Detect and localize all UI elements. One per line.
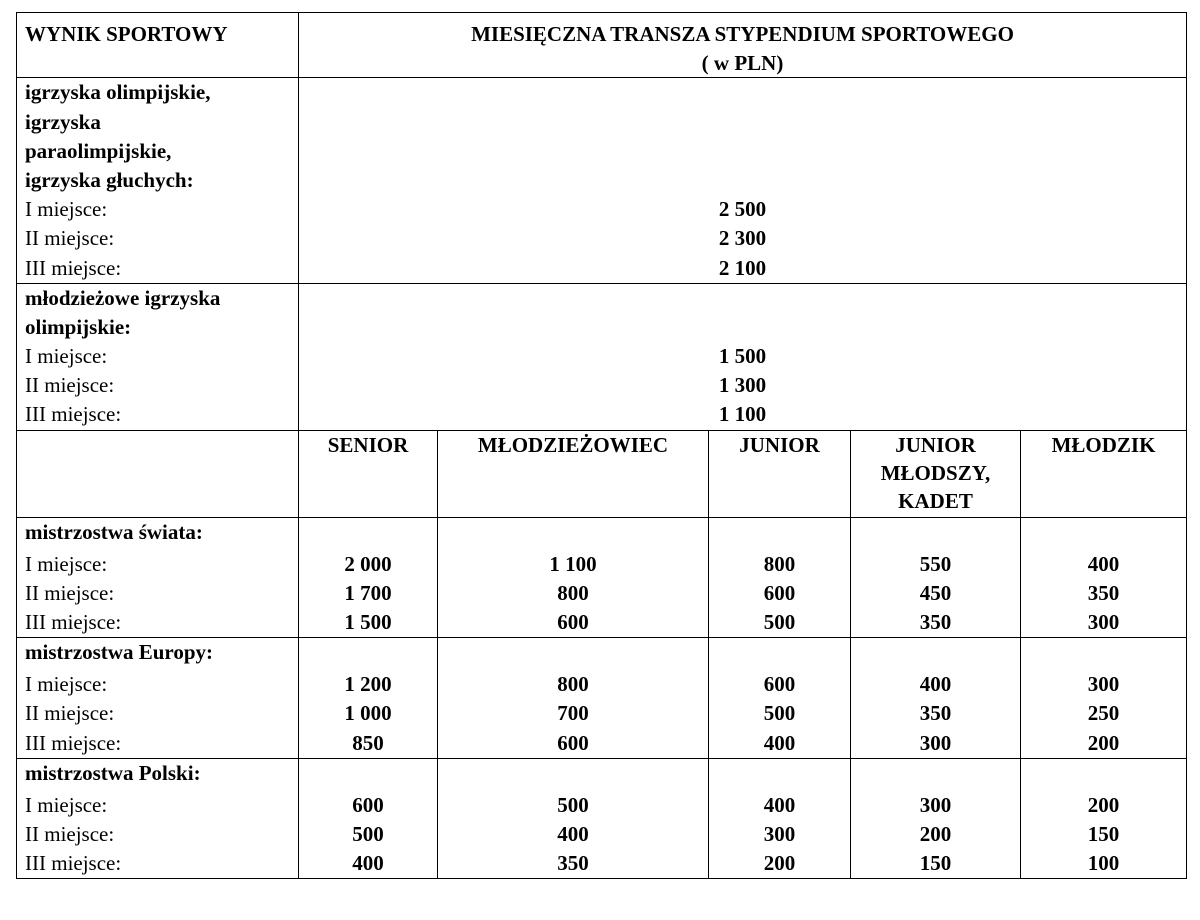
amount-value: 550 [919,551,952,576]
championship-values-cell [438,758,709,879]
age-category-header [299,430,438,517]
place-label: III miejsce: [25,402,122,427]
amount-value: 850 [352,730,384,755]
empty-line [307,137,1178,166]
championship-values-cell [851,758,1021,879]
amount-value: 300 [919,792,952,817]
place-label: II miejsce: [25,580,115,605]
olympic-games-title-line: igrzyska olimpijskie, [25,80,211,105]
empty-line [307,759,429,791]
amount-value: 300 [763,821,796,846]
amount-value: 800 [763,551,796,576]
amount-value: 2 000 [344,551,392,576]
amount-value: 400 [352,851,384,876]
amount-value: 600 [557,610,589,634]
amount-value: 100 [1087,851,1120,876]
empty-line [446,759,700,791]
championship-values-cell [709,638,851,759]
empty-line [307,108,1178,137]
amount-value: 300 [919,730,952,755]
empty-line [859,638,1012,670]
championship-values-cell [1021,758,1187,879]
amount-value: 400 [763,792,796,817]
championship-values-cell [709,758,851,879]
championship-title: mistrzostwa Polski: [25,760,201,785]
championship-label-cell [17,517,299,638]
amount-value: 1 500 [344,610,392,634]
age-category-header [1021,430,1187,517]
empty-line [1029,638,1178,670]
amount-value: 300 [1087,672,1120,697]
empty-line [307,78,1178,107]
championship-title: mistrzostwa Europy: [25,640,214,665]
championship-values-cell [299,758,438,879]
amount-value: 350 [919,610,952,634]
amount-value: 600 [763,580,796,605]
empty-line [859,759,1012,791]
amount-value: 600 [557,730,589,755]
amount-value: 2 100 [718,255,767,280]
age-category-label: JUNIOR [895,432,976,457]
amount-value: 1 500 [718,344,767,369]
place-label: I miejsce: [25,672,108,697]
amount-value: 400 [763,730,796,755]
place-label: I miejsce: [25,344,108,369]
youth-olympic-games-amount-cell [299,283,1187,430]
empty-line [1029,518,1178,550]
place-label: II miejsce: [25,226,115,251]
olympic-games-title-line: igrzyska głuchych: [25,167,194,192]
amount-value: 250 [1087,701,1120,726]
place-label: I miejsce: [25,792,108,817]
empty-line [307,313,1178,342]
place-label: II miejsce: [25,701,115,726]
place-label: II miejsce: [25,373,115,398]
age-category-label: MŁODZIK [1051,432,1156,457]
age-header-empty-cell [17,430,299,517]
place-label: III miejsce: [25,610,122,634]
age-category-label: MŁODZIEŻOWIEC [477,432,669,457]
youth-olympic-games-section [17,283,1187,430]
olympic-games-title-line: igrzyska [25,109,101,134]
championship-values-cell [299,638,438,759]
amount-value: 200 [1087,730,1120,755]
place-label: III miejsce: [25,851,122,876]
amount-value: 1 100 [718,402,767,427]
championship-values-cell [851,517,1021,638]
age-category-header [851,430,1021,517]
empty-line [446,518,700,550]
age-category-label: JUNIOR [739,432,820,457]
amount-value: 350 [557,851,589,876]
empty-line [446,638,700,670]
amount-value: 500 [763,701,796,726]
place-label: I miejsce: [25,197,108,222]
place-label: III miejsce: [25,255,122,280]
header-amount-unit: ( w PLN) [701,51,784,76]
amount-value: 800 [557,672,589,697]
amount-value: 800 [557,580,589,605]
championship-section [17,758,1187,879]
table-header-row [17,13,1187,78]
championship-label-cell [17,638,299,759]
scholarship-table [16,12,1187,879]
document-page [16,12,1186,879]
youth-olympic-games-label-cell [17,283,299,430]
place-label: II miejsce: [25,821,115,846]
amount-value: 500 [557,792,589,817]
amount-value: 400 [919,672,952,697]
place-label: I miejsce: [25,551,108,576]
amount-value: 2 500 [718,197,767,222]
amount-value: 500 [763,610,796,634]
amount-value: 2 300 [718,226,767,251]
olympic-games-label-cell [17,78,299,283]
championship-values-cell [299,517,438,638]
age-category-header [709,430,851,517]
amount-value: 600 [352,792,384,817]
championship-title: mistrzostwa świata: [25,519,203,544]
age-category-label: SENIOR [327,432,409,457]
age-category-label: MŁODSZY, [880,460,991,485]
championship-section [17,638,1187,759]
amount-value: 350 [919,701,952,726]
amount-value: 200 [1087,792,1120,817]
empty-line [307,638,429,670]
olympic-games-title-line: paraolimpijskie, [25,138,172,163]
amount-value: 1 200 [344,672,392,697]
empty-line [307,518,429,550]
empty-line [717,518,842,550]
empty-line [307,284,1178,313]
championship-section [17,517,1187,638]
header-result-cell [17,13,299,78]
empty-line [717,759,842,791]
age-category-header-row [17,430,1187,517]
place-label: III miejsce: [25,730,122,755]
amount-value: 400 [557,821,589,846]
empty-line [307,166,1178,195]
amount-value: 1 300 [718,373,767,398]
age-category-header [438,430,709,517]
amount-value: 700 [557,701,589,726]
amount-value: 150 [919,851,952,876]
championship-values-cell [851,638,1021,759]
amount-value: 200 [919,821,952,846]
amount-value: 150 [1087,821,1120,846]
championship-values-cell [438,517,709,638]
championship-values-cell [438,638,709,759]
age-category-label: KADET [898,488,973,513]
empty-line [1029,759,1178,791]
header-amount-title: MIESIĘCZNA TRANSZA STYPENDIUM SPORTOWEGO [471,22,1014,46]
amount-value: 600 [763,672,796,697]
championship-values-cell [709,517,851,638]
olympic-games-amount-cell [299,78,1187,283]
empty-line [717,638,842,670]
championship-values-cell [1021,517,1187,638]
header-result-label: WYNIK SPORTOWY [25,22,228,46]
amount-value: 300 [1087,610,1120,634]
amount-value: 500 [352,821,384,846]
empty-line [859,518,1012,550]
amount-value: 1 700 [344,580,392,605]
olympic-games-section [17,78,1187,283]
amount-value: 1 000 [344,701,392,726]
amount-value: 400 [1087,551,1120,576]
amount-value: 1 100 [549,551,597,576]
youth-olympic-games-title-line: olimpijskie: [25,314,132,339]
championship-label-cell [17,758,299,879]
amount-value: 450 [919,580,952,605]
amount-value: 350 [1087,580,1120,605]
championship-values-cell [1021,638,1187,759]
amount-value: 200 [763,851,796,876]
youth-olympic-games-title-line: młodzieżowe igrzyska [25,285,221,310]
header-amount-cell [299,13,1187,78]
